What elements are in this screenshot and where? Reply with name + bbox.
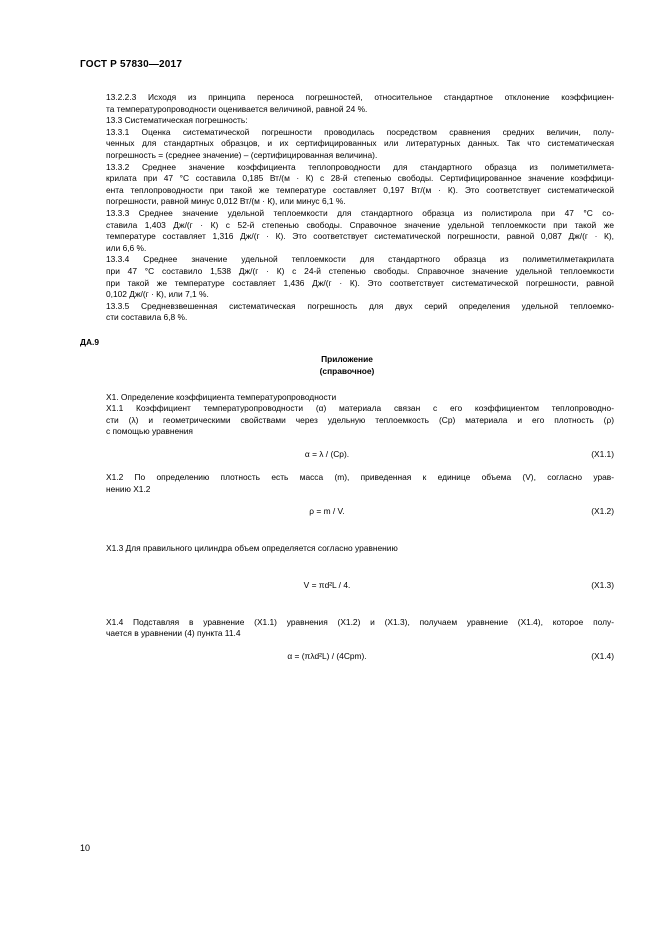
x1-2-paragraph: Х1.2 По определению плотность есть масса (m), приведенная к единице объема (V), согласно урав- нению Х1.2 <box>106 472 614 494</box>
paragraph-13-3: 13.3 Систематическая погрешность: <box>106 115 248 126</box>
equation-formula: α = (πλd²L) / (4Cpm). <box>287 651 367 662</box>
x1-1-paragraph: Х1.1 Коэффициент температуропроводности (α) материала связан с его коэффициентом теплопроводно- сти (λ) и геометрическими свойствами через удельную теплоемкость (Cp) материала и его плотность (ρ) с помощью уравнения <box>106 403 614 437</box>
section-label: ДА.9 <box>80 336 99 347</box>
appendix-title: Приложение <box>321 354 373 365</box>
equation-x1-3 <box>80 575 614 597</box>
equation-number: (Х1.4) <box>591 651 614 662</box>
paragraph-13-3-5: 13.3.5 Средневзвешенная систематическая погрешность для двух серий определения удельной теплоемко- сти составила 6,8 %. <box>106 300 614 323</box>
equation-formula: α = λ / (Cp). <box>304 449 350 460</box>
appendix-subtitle: (справочное) <box>319 366 375 377</box>
x1-3-paragraph: Х1.3 Для правильного цилиндра объем определяется согласно уравнению <box>106 543 398 554</box>
equation-formula: ρ = m / V. <box>309 506 345 517</box>
x1-title: Х1. Определение коэффициента температуропроводности <box>106 391 337 402</box>
paragraph-13-3-3: 13.3.3 Среднее значение удельной теплоемкости для стандартного образца из полистирола при 47 °С со- ставила 1,403 Дж/(г · К) с 52-й степенью свободы. Справочное значение удельной теплоемкости при такой же температуре составляет 1,316 Дж/(г · К). Это соответствует систематической погрешности, равной 0,087 Дж/(г · К), или 6,6 %. <box>106 207 614 253</box>
equation-formula: V = πd²L / 4. <box>303 580 351 591</box>
equation-x1-4 <box>80 646 614 668</box>
equation-number: (Х1.2) <box>591 506 614 517</box>
paragraph-13-3-2: 13.3.2 Среднее значение коэффициента теплопроводности для стандартного образца из полиметилмета- крилата при 47 °С составила 0,185 Вт/(м · К) с 28-й степенью свободы. Сертифицированное значение коэффици- ента теплопроводности при такой же температуре составляет 0,197 Вт/(м · К). Это соответствует систематической погрешности, равной минус 0,012 Вт/(м · К), или минус 6,1 %. <box>106 161 614 207</box>
equation-x1-1 <box>80 444 614 466</box>
document-body <box>80 92 614 674</box>
paragraph-13-2-2-3: 13.2.2.3 Исходя из принципа переноса погрешностей, относительное стандартное отклонение коэффициен- та температуропроводности оценивается величиной, равной 24 %. <box>106 92 614 114</box>
document-header: ГОСТ Р 57830—2017 <box>80 59 183 70</box>
equation-x1-2 <box>80 501 614 523</box>
paragraph-13-3-4: 13.3.4 Среднее значение удельной теплоемкости для стандартного образца из полиметилметакрилата при 47 °С составило 1,538 Дж/(г · К) с 24-й степенью свободы. Справочное значение удельной теплоемкости при такой же температуре составляет 1,436 Дж/(г · К). Это соответствует систематической погрешности, равной 0,102 Дж/(г · К), или 7,1 %. <box>106 254 614 300</box>
x1-4-paragraph: Х1.4 Подставляя в уравнение (Х1.1) уравнения (Х1.2) и (Х1.3), получаем уравнение (Х1.4), которое полу- чается в уравнении (4) пункта 11.4 <box>106 616 614 639</box>
equation-number: (Х1.1) <box>591 449 614 460</box>
page-number: 10 <box>80 843 91 853</box>
paragraph-13-3-1: 13.3.1 Оценка систематической погрешности проводилась посредством сравнения средних величин, полу- ченных для стандартных образцов, и их сертифицированных или литературных данных. Так что систематическая погрешность = (среднее значение) – (сертифицированная величина). <box>106 126 614 160</box>
equation-number: (Х1.3) <box>591 580 614 591</box>
